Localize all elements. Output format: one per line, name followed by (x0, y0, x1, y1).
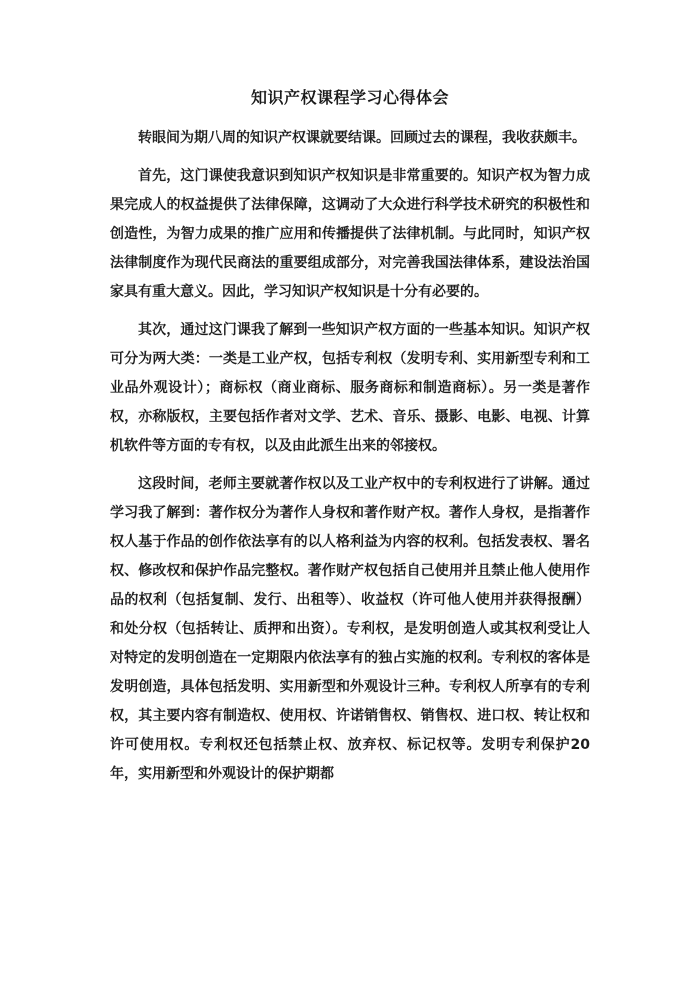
paragraph-second: 其次，通过这门课我了解到一些知识产权方面的一些基本知识。知识产权可分为两大类：一类是工业产权，包括专利权（发明专利、实用新型专利和工业品外观设计）；商标权（商业商标、服务商标和制造商标）。另一类是著作权，亦称版权，主要包括作者对文学、艺术、音乐、摄影、电影、电视、计算机软件等方面的专有权，以及由此派生出来的邻接权。 (110, 322, 590, 454)
document-body (110, 124, 590, 798)
paragraph-first: 首先，这门课使我意识到知识产权知识是非常重要的。知识产权为智力成果完成人的权益提供了法律保障，这调动了大众进行科学技术研究的积极性和创造性，为智力成果的推广应用和传播提供了法律机制。与此同时，知识产权法律制度作为现代民商法的重要组成部分，对完善我国法律体系，建设法治国家具有重大意义。因此，学习知识产权知识是十分有必要的。 (110, 168, 590, 300)
document-title: 知识产权课程学习心得体会 (250, 88, 449, 107)
paragraph-intro: 转眼间为期八周的知识产权课就要结课。回顾过去的课程，我收获颇丰。 (138, 130, 586, 146)
paragraph-third: 这段时间，老师主要就著作权以及工业产权中的专利权进行了讲解。通过学习我了解到：著作权分为著作人身权和著作财产权。著作人身权，是指著作权人基于作品的创作依法享有的以人格利益为内容的权利。包括发表权、署名权、修改权和保护作品完整权。著作财产权包括自己使用并且禁止他人使用作品的权利（包括复制、发行、出租等）、收益权（许可他人使用并获得报酬）和处分权（包括转让、质押和出资）。专利权，是发明创造人或其权利受让人对特定的发明创造在一定期限内依法享有的独占实施的权利。专利权的客体是发明创造，具体包括发明、实用新型和外观设计三种。专利权人所享有的专利权，其主要内容有制造权、使用权、许诺销售权、销售权、进口权、转让权和许可使用权。专利权还包括禁止权、放弃权、标记权等。发明专利保护20年，实用新型和外观设计的保护期都 (110, 476, 590, 782)
